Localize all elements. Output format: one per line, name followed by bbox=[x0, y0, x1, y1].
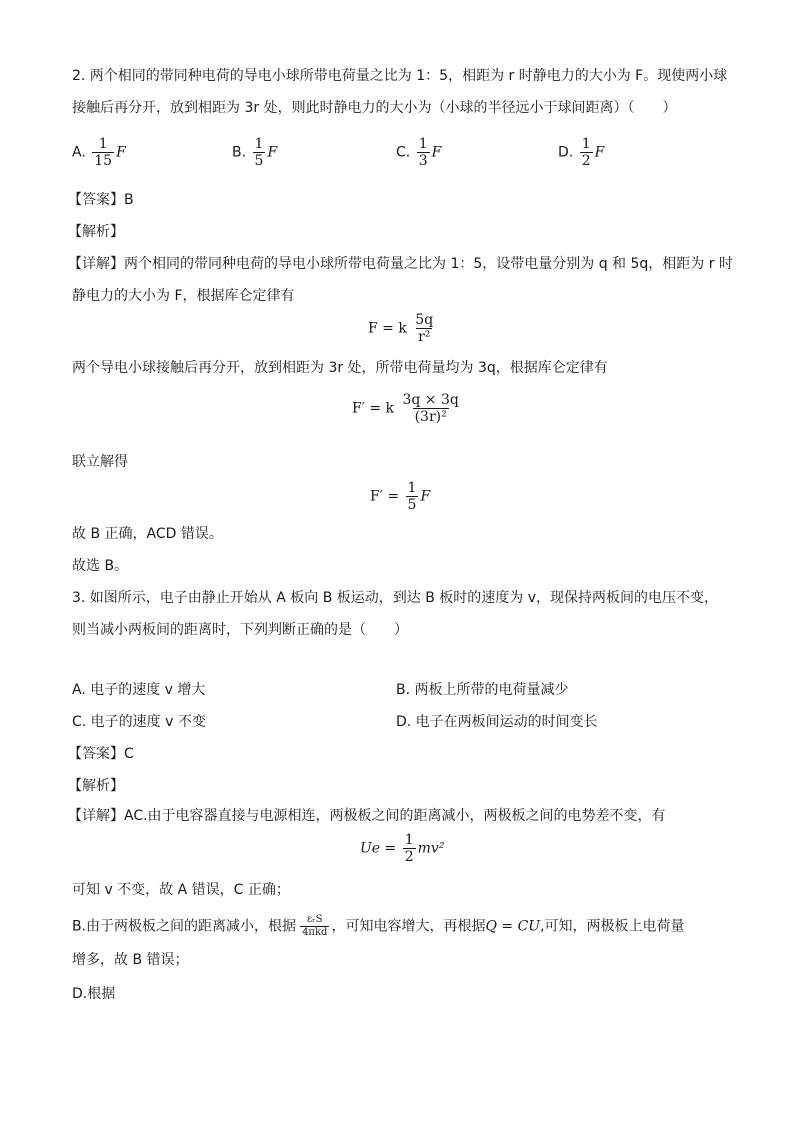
detail-text-a: B.由于两极板之间的距离减小，根据 bbox=[72, 918, 297, 935]
equation-lhs: F′ = k bbox=[352, 400, 395, 417]
fraction-numerator: εᵣS bbox=[307, 914, 323, 925]
detail-text-c: ,可知，两极板上电荷量 bbox=[540, 918, 685, 935]
q2-detail-line2: 静电力的大小为 F，根据库仑定律有 bbox=[72, 288, 295, 304]
equation-fraction bbox=[406, 480, 419, 513]
q2-option-b[interactable] bbox=[232, 136, 277, 169]
fraction-numerator: 1 bbox=[404, 832, 414, 848]
q2-detail-line3: 两个导电小球接触后再分开，放到相距为 3r 处，所带电荷量均为 3q，根据库仑定律有 bbox=[72, 360, 608, 376]
fraction-denominator: 15 bbox=[94, 153, 113, 169]
q3-analysis-label: 【解析】 bbox=[68, 778, 124, 794]
option-letter: A. bbox=[72, 144, 86, 161]
q3-answer: 【答案】C bbox=[68, 746, 134, 762]
equation-rhs: F bbox=[420, 488, 431, 505]
option-fraction bbox=[417, 136, 430, 169]
q2-stem-line1: 2. 两个相同的带同种电荷的导电小球所带电荷量之比为 1：5，相距为 r 时静电力的大小为 F。现使两小球 bbox=[72, 68, 728, 84]
q2-detail-line1: 【详解】两个相同的带同种电荷的导电小球所带电荷量之比为 1：5，设带电量分别为 q 和 5q，相距为 r 时 bbox=[68, 256, 733, 272]
fraction-denominator: 2 bbox=[404, 849, 414, 865]
fraction-numerator: 1 bbox=[418, 136, 428, 152]
q2-stem-line2: 接触后再分开，放到相距为 3r 处，则此时静电力的大小为（小球的半径远小于球间距离）（ ） bbox=[72, 100, 677, 116]
q3-detail-line1: 【详解】AC.由于电容器直接与电源相连，两极板之间的距离减小，两极板之间的电势差不变，有 bbox=[68, 808, 666, 824]
option-letter: C. bbox=[396, 144, 411, 161]
q2-conclusion-1: 故 B 正确，ACD 错误。 bbox=[72, 526, 223, 542]
equation-fraction bbox=[413, 312, 435, 345]
fraction-denominator: 5 bbox=[254, 153, 264, 169]
fraction-numerator: 1 bbox=[254, 136, 264, 152]
q3-stem-line2: 则当减小两板间的距离时，下列判断正确的是（ ） bbox=[72, 622, 408, 638]
q2-conclusion-2: 故选 B。 bbox=[72, 558, 129, 574]
option-fraction bbox=[92, 136, 114, 169]
equation-rhs: mv² bbox=[417, 840, 445, 857]
fraction-numerator: 1 bbox=[581, 136, 591, 152]
option-variable: F bbox=[116, 144, 126, 161]
fraction-numerator: 5q bbox=[415, 312, 434, 328]
option-letter: D. bbox=[558, 144, 574, 161]
equation-lhs: F′ = bbox=[370, 488, 400, 505]
option-fraction bbox=[253, 136, 266, 169]
q3-detail-line5: D.根据 bbox=[72, 986, 116, 1002]
fraction-numerator: 3q × 3q bbox=[402, 392, 459, 408]
option-variable: F bbox=[267, 144, 278, 161]
equation-fraction bbox=[403, 832, 416, 865]
q2-equation-1 bbox=[368, 312, 437, 345]
q3-option-b[interactable]: B. 两板上所带的电荷量减少 bbox=[396, 682, 569, 698]
option-variable: F bbox=[431, 144, 442, 161]
equation-lhs: F = k bbox=[368, 320, 407, 337]
fraction-denominator: 4πkd bbox=[302, 927, 328, 938]
q2-option-d[interactable] bbox=[558, 136, 604, 169]
q2-equation-2 bbox=[352, 392, 463, 425]
fraction-denominator: 5 bbox=[407, 497, 417, 513]
q3-detail-line4: 增多，故 B 错误； bbox=[72, 952, 189, 968]
fraction-numerator: 1 bbox=[407, 480, 417, 496]
option-fraction bbox=[580, 136, 593, 169]
equation-lhs: Ue = bbox=[360, 840, 397, 857]
charge-formula: Q = CU bbox=[485, 918, 541, 935]
q3-detail-line3 bbox=[72, 914, 685, 939]
q3-option-c[interactable]: C. 电子的速度 v 不变 bbox=[72, 714, 206, 730]
detail-text-b: ，可知电容增大，再根据 bbox=[331, 918, 486, 935]
q3-stem-line1: 3. 如图所示，电子由静止开始从 A 板向 B 板运动，到达 B 板时的速度为 v，现保持两板间的电压不变， bbox=[72, 590, 719, 606]
q3-option-d[interactable]: D. 电子在两板间运动的时间变长 bbox=[396, 714, 598, 730]
q2-equation-3 bbox=[370, 480, 430, 513]
q2-analysis-label: 【解析】 bbox=[68, 224, 124, 240]
q3-detail-line2: 可知 v 不变，故 A 错误，C 正确； bbox=[72, 882, 290, 898]
q2-option-c[interactable] bbox=[396, 136, 441, 169]
option-variable: F bbox=[594, 144, 605, 161]
fraction-numerator: 1 bbox=[98, 136, 108, 152]
capacitance-formula bbox=[300, 914, 329, 939]
fraction-denominator: (3r)² bbox=[414, 409, 447, 425]
q2-answer: 【答案】B bbox=[68, 192, 134, 208]
q3-equation-1 bbox=[360, 832, 444, 865]
fraction-denominator: 3 bbox=[418, 153, 428, 169]
equation-fraction bbox=[400, 392, 460, 425]
q2-detail-line4: 联立解得 bbox=[72, 454, 128, 470]
fraction-denominator: 2 bbox=[581, 153, 591, 169]
q2-option-a[interactable] bbox=[72, 136, 126, 169]
q3-option-a[interactable]: A. 电子的速度 v 增大 bbox=[72, 682, 206, 698]
fraction-denominator: r² bbox=[418, 329, 431, 345]
option-letter: B. bbox=[232, 144, 247, 161]
